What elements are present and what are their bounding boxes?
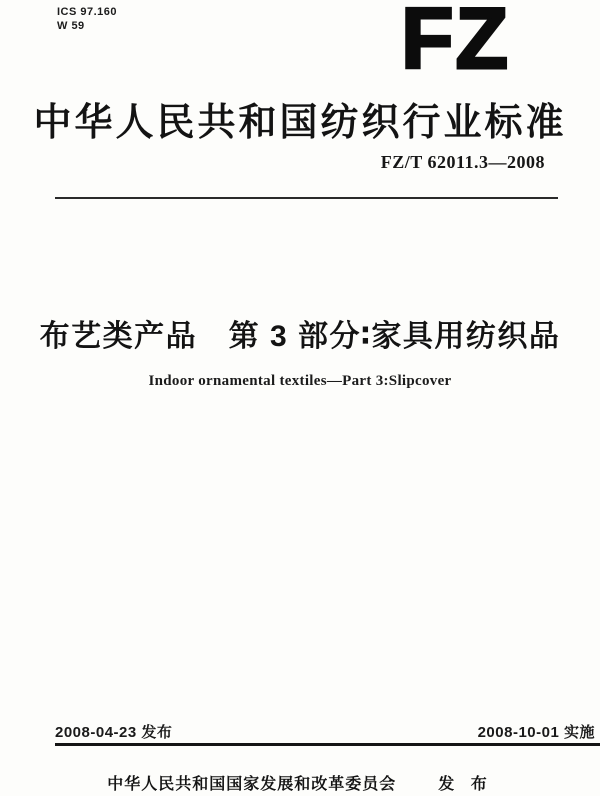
standard-number: FZ/T 62011.3—2008 [380,152,545,172]
footer-divider-rule [55,743,600,746]
implement-date: 2008-10-01 实施 [477,724,595,741]
document-title-english: Indoor ornamental textiles—Part 3:Slipcover [148,373,452,389]
issuer-row [0,771,600,794]
issuing-body: 中华人民共和国国家发展和改革委员会 [107,776,397,793]
issue-date: 2008-04-23 发布 [55,724,173,741]
ics-code: ICS 97.160 [57,6,118,18]
fz-standard-logo: FZ [401,0,511,87]
national-standard-heading: 中华人民共和国纺织行业标准 [33,102,567,144]
ics-classification-block [57,5,117,33]
publish-label: 发 布 [438,776,493,793]
date-row [55,721,595,742]
header-divider-rule [55,197,558,199]
doc-class-code: W 59 [57,20,85,32]
document-title-chinese: 布艺类产品 第 3 部分∶家具用纺织品 [39,320,561,353]
